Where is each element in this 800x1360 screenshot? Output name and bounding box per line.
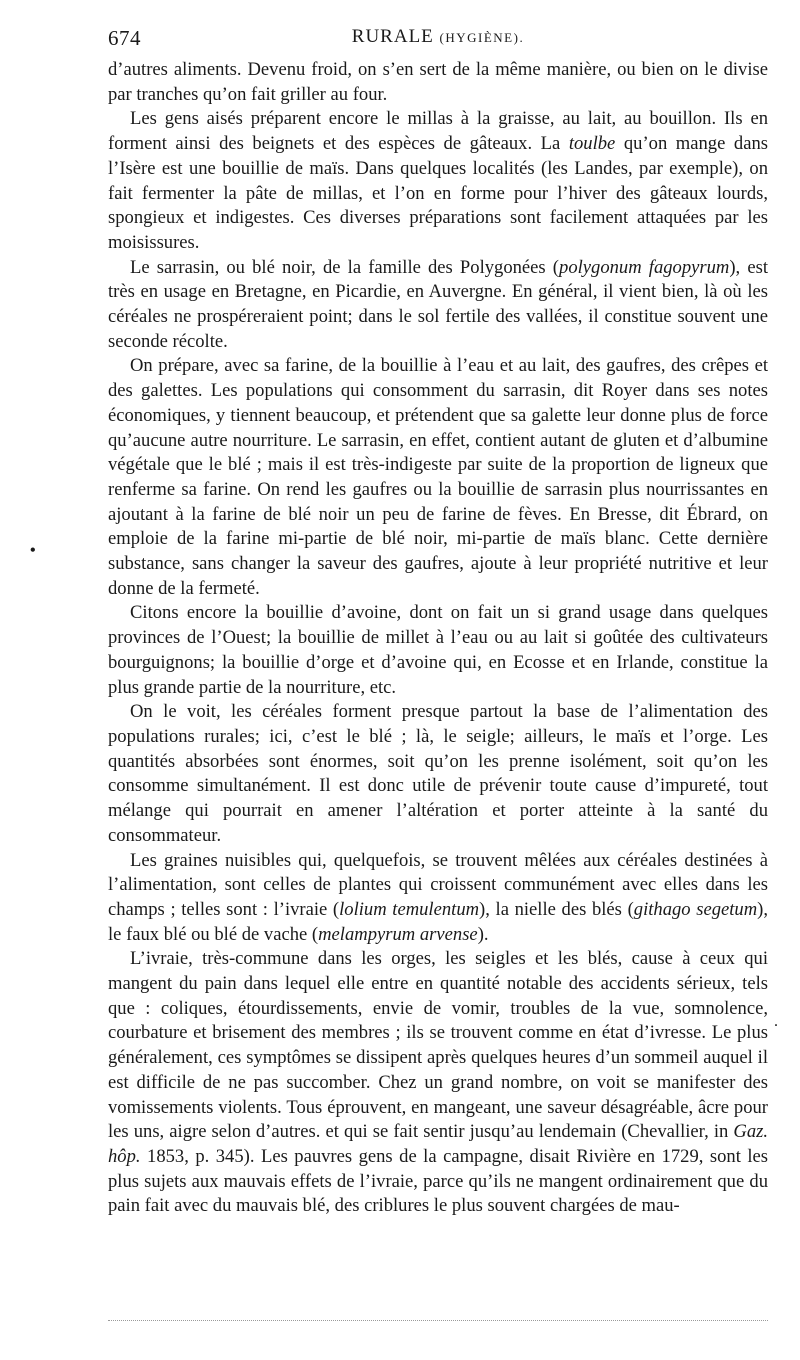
paragraph-1: d’autres aliments. Devenu froid, on s’en sert de la même manière, ou bien on le divise par tranches qu’on fait griller au four. — [108, 59, 768, 105]
italic-term: lolium temulentum — [339, 898, 480, 920]
paragraph-6: On le voit, les céréales forment presque partout la base de l’alimentation des populations rurales; ici, c’est le blé ; là, le seigle; ailleurs, le maïs et l’orge. Les quantités absorbées sont énormes, soit qu’on les prenne isolément, soit qu’on les consomme simultanément. Il est donc utile de prévenir toute cause d’impureté, tout mélange qui pourrait en amener l’altération et porter atteinte à la santé du consommateur. — [108, 701, 768, 846]
paragraph-3: Le sarrasin, ou blé noir, de la famille des Polygonées (polygonum fagopyrum), est très en usage en Bretagne, en Picardie, en Auvergne. En général, il vient bien, là où les céréales ne prospéreraient point; dans le sol fertile des vallées, il constitue souvent une seconde récolte. — [108, 256, 768, 352]
paragraph-8: L’ivraie, très-commune dans les orges, les seigles et les blés, cause à ceux qui mangent du pain dans lequel elle entre en quantité notable des accidents sérieux, tels que : coliques, étourdissements, envie de vomir, troubles de la vue, somnolence, courbature et brisement des membres ; ils se trouvent comme en état d’ivresse. Le plus généralement, ces symptômes se dissipent après quelques heures d’un sommeil auquel il est difficile de ne pas succomber. Chez un grand nombre, on voit se manifester des vomissements violents. Tous éprouvent, en mangeant, une saveur désagréable, âcre pour les uns, aigre selon d’autres. et qui se fait sentir jusqu’au lendemain (Chevallier, in Gaz. hôp. 1853, p. 345). Les pauvres gens de la campagne, disait Rivière en 1729, sont les plus sujets aux mauvais effets de l’ivraie, parce qu’ils ne mangent ordinairement que du pain fait avec du mauvais blé, des criblures le plus souvent chargées de mau- — [108, 948, 768, 1217]
paragraph-4: On prépare, avec sa farine, de la bouillie à l’eau et au lait, des gaufres, des crêpes et des galettes. Les populations qui consomment du sarrasin, dit Royer dans ses notes économiques, y tiennent beaucoup, et prétendent que sa galette leur donne plus de force qu’aucune autre nourriture. Le sarrasin, en effet, contient autant de gluten et d’albumine végétale que le blé ; mais il est très-indigeste par suite de la proportion de ligneux que renferme sa farine. On rend les gaufres ou la bouillie de sarrasin plus nourrissantes en ajoutant à la farine de blé noir un peu de farine de fèves. En Bresse, dit Ébrard, on emploie de la farine mi-partie de blé noir, mi-partie de maïs blanc. Cette dernière substance, sans changer la saveur des gaufres, ajoute à leur propriété nutritive et leur donne de la fermeté. — [108, 355, 768, 599]
margin-mark-right: · — [774, 1018, 779, 1032]
page-number: 674 — [108, 26, 141, 50]
italic-term: Gaz. hôp. — [108, 1121, 768, 1167]
footer-dotted-rule — [108, 1320, 768, 1321]
italic-term: toulbe — [568, 133, 616, 155]
paragraph-2: Les gens aisés préparent encore le millas à la graisse, au lait, au bouillon. Ils en forment ainsi des beignets et des espèces de gâteaux. La toulbe qu’on mange dans l’Isère est une bouillie de maïs. Dans quelques localités (les Landes, par exemple), on fait fermenter la pâte de millas, et l’on en forme pour l’hiver des gâteaux lourds, spongieux et indigestes. Ces diverses préparations sont facilement attaquées par les moisissures. — [108, 108, 768, 253]
margin-mark-left: • — [30, 542, 36, 559]
running-title — [108, 26, 768, 48]
italic-term: polygonum fagopyrum — [559, 256, 730, 278]
paragraph-7: Les graines nuisibles qui, quelquefois, se trouvent mêlées aux céréales destinées à l’alimentation, sont celles de plantes qui croissent communément avec elles dans les champs ; telles sont : l’ivraie (lolium temulentum), la nielle des blés (githago segetum), le faux blé ou blé de vache (melampyrum arvense). — [108, 849, 768, 945]
paragraph-5: Citons encore la bouillie d’avoine, dont on fait un si grand usage dans quelques provinces de l’Ouest; la bouillie de millet à l’eau ou au lait si goûtée des cultivateurs bourguignons; la bouillie d’orge et d’avoine qui, en Ecosse et en Irlande, constitue la plus grande partie de la nourriture, etc. — [108, 602, 768, 698]
running-title-sub: (HYGIÈNE). — [439, 30, 525, 45]
body-text — [108, 58, 768, 1219]
italic-term: melampyrum arvense — [318, 923, 478, 945]
running-title-main: RURALE — [351, 26, 434, 47]
running-head — [108, 26, 768, 54]
italic-term: githago segetum — [633, 898, 758, 920]
